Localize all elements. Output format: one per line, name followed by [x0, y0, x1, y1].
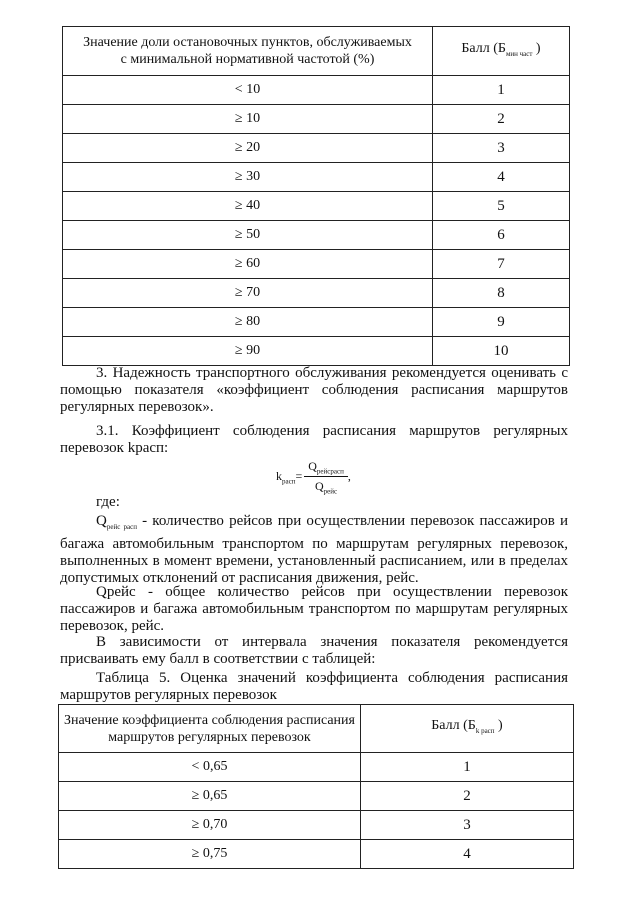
- table-row: [63, 192, 570, 221]
- score-cell: 8: [433, 279, 570, 308]
- formula-numerator: [304, 459, 348, 477]
- value-cell: ≥ 0,75: [59, 840, 361, 869]
- score-close: ): [498, 718, 503, 734]
- score-cell: 5: [433, 192, 570, 221]
- table-row: [63, 76, 570, 105]
- score-close: ): [535, 40, 541, 56]
- value-cell: ≥ 90: [63, 337, 433, 366]
- paragraph-reliability: 3. Надежность транспортного обслуживания рекомендуется оценивать с помощью показателя «коэффициент соблюдения расписания маршрутов регулярных перевозок».: [60, 365, 568, 415]
- table-row: [63, 279, 570, 308]
- formula-lhs: k: [276, 469, 282, 484]
- header-value-cell: [59, 705, 361, 753]
- paragraph-dependency: В зависимости от интервала значения показателя рекомендуется присваивать ему балл в соответствии с таблицей:: [60, 634, 568, 667]
- table-row: [59, 811, 574, 840]
- value-cell: ≥ 0,65: [59, 782, 361, 811]
- formula-comma: ,: [347, 469, 351, 484]
- value-cell: ≥ 0,70: [59, 811, 361, 840]
- score-cell: 1: [433, 76, 570, 105]
- table-row: [63, 105, 570, 134]
- score-symbol: Б: [497, 40, 506, 56]
- header-score-cell: [361, 705, 574, 753]
- table-header-row: [59, 705, 574, 753]
- table-row: [63, 337, 570, 366]
- score-cell: 9: [433, 308, 570, 337]
- formula-lhs-sub: расп: [282, 477, 296, 486]
- table-row: [63, 221, 570, 250]
- score-cell: 3: [361, 811, 574, 840]
- table-row: [59, 753, 574, 782]
- score-label: Балл (: [431, 718, 468, 734]
- schedule-score-table: [58, 704, 574, 869]
- formula-denominator: [304, 477, 348, 495]
- score-cell: 2: [361, 782, 574, 811]
- value-cell: ≥ 30: [63, 163, 433, 192]
- value-cell: < 10: [63, 76, 433, 105]
- numerator-subsub: расп: [330, 467, 344, 476]
- score-cell: 2: [433, 105, 570, 134]
- where-label: где:: [96, 494, 120, 510]
- value-cell: ≥ 70: [63, 279, 433, 308]
- definition-q-rasp: [60, 513, 568, 587]
- denominator-symbol: Q: [314, 479, 324, 494]
- score-symbol: Б: [467, 718, 476, 734]
- table-row: [63, 308, 570, 337]
- table-row: [63, 250, 570, 279]
- table-header-row: [63, 27, 570, 76]
- def-text: - количество рейсов при осуществлении перевозок пассажиров и багажа автомобильным транспортом по маршрутам регулярных перевозок, выполненных в момент времени, установленный расписанием, или в пределах допустимых отклонений от расписания движения, рейс.: [60, 513, 568, 586]
- score-cell: 4: [433, 163, 570, 192]
- def-symbol: Q: [96, 513, 107, 529]
- numerator-symbol: Q: [308, 459, 317, 473]
- value-cell: ≥ 20: [63, 134, 433, 163]
- definition-q-total: Qрейс - общее количество рейсов при осуществлении перевозок пассажиров и багажа автомобильным транспортом по маршрутам регулярных перевозок, рейс.: [60, 584, 568, 634]
- score-cell: 7: [433, 250, 570, 279]
- value-cell: ≥ 50: [63, 221, 433, 250]
- header-line: Значение коэффициента соблюдения расписания: [64, 712, 355, 728]
- numerator-sub: рейс: [316, 467, 331, 476]
- header-line: Значение доли остановочных пунктов, обслуживаемых: [83, 35, 412, 50]
- value-cell: < 0,65: [59, 753, 361, 782]
- header-line: маршрутов регулярных перевозок: [108, 729, 311, 745]
- table-row: [63, 163, 570, 192]
- score-cell: 10: [433, 337, 570, 366]
- value-cell: ≥ 40: [63, 192, 433, 221]
- score-label: Балл (: [461, 40, 498, 56]
- def-symbol-sub: рейс расп: [106, 523, 137, 531]
- table-row: [59, 840, 574, 869]
- score-cell: 1: [361, 753, 574, 782]
- score-cell: 4: [361, 840, 574, 869]
- value-cell: ≥ 60: [63, 250, 433, 279]
- score-cell: 3: [433, 134, 570, 163]
- table-row: [59, 782, 574, 811]
- formula-k-rasp: [276, 459, 351, 496]
- score-subscript: мин част: [505, 49, 533, 58]
- header-value-cell: [63, 27, 433, 76]
- formula-equals: =: [295, 469, 303, 484]
- paragraph-coefficient: 3.1. Коэффициент соблюдения расписания маршрутов регулярных перевозок kрасп:: [60, 423, 568, 456]
- denominator-sub: рейс: [323, 487, 338, 496]
- header-score-cell: [433, 27, 570, 76]
- header-line: с минимальной нормативной частотой (%): [120, 52, 375, 67]
- table5-caption: Таблица 5. Оценка значений коэффициента соблюдения расписания маршрутов регулярных перевозок: [60, 670, 568, 703]
- value-cell: ≥ 10: [63, 105, 433, 134]
- score-subscript: k расп: [475, 726, 495, 735]
- score-cell: 6: [433, 221, 570, 250]
- value-cell: ≥ 80: [63, 308, 433, 337]
- table-row: [63, 134, 570, 163]
- frequency-score-table: [62, 26, 570, 366]
- formula-fraction: [304, 459, 348, 496]
